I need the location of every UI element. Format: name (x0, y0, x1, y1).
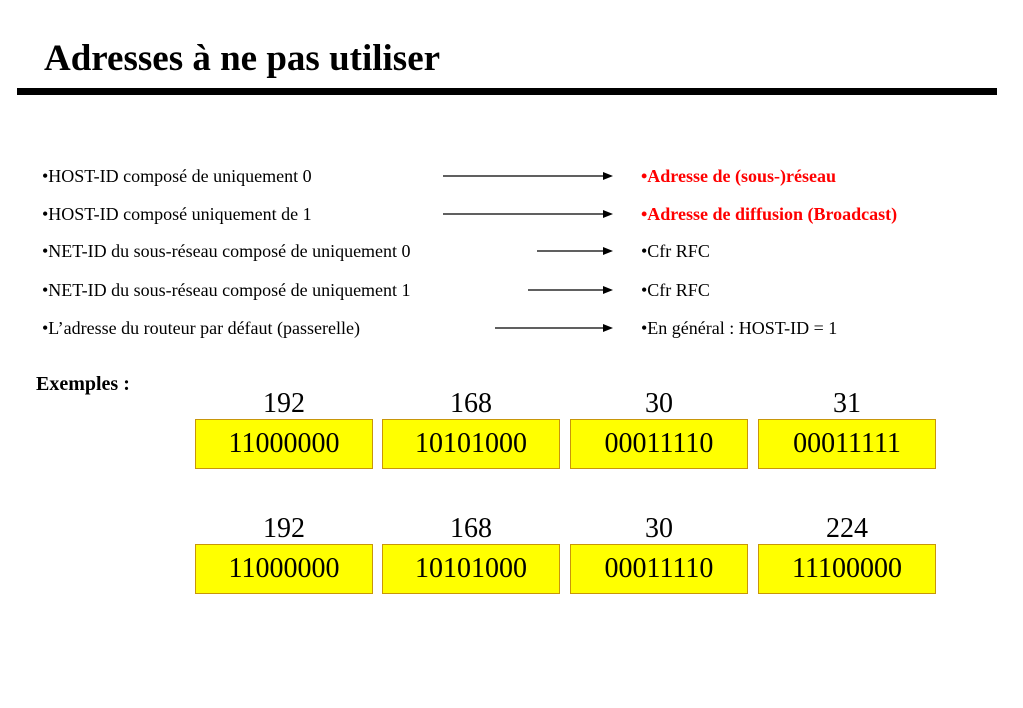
rule-row (0, 199, 1023, 229)
octet-decimal: 31 (833, 388, 861, 419)
rule-condition: •HOST-ID composé de uniquement 0 (42, 166, 312, 186)
page-title: Adresses à ne pas utiliser (44, 38, 441, 79)
rule-condition: •NET-ID du sous-réseau composé de uniquement 1 (42, 280, 411, 300)
octet-binary: 11100000 (758, 544, 936, 594)
title-underline (17, 88, 997, 95)
octet (758, 513, 936, 594)
arrow-right-icon (443, 169, 613, 183)
rule-row (0, 236, 1023, 266)
rule-meaning: •Adresse de (sous-)réseau (641, 166, 836, 186)
octet-decimal: 168 (450, 388, 492, 419)
octet-decimal: 168 (450, 513, 492, 544)
arrow-right-icon (443, 207, 613, 221)
octet-decimal: 30 (645, 388, 673, 419)
octet-binary: 11000000 (195, 419, 373, 469)
octet (195, 513, 373, 594)
arrow-right-icon (537, 244, 613, 258)
rule-meaning: •En général : HOST-ID = 1 (641, 318, 838, 338)
octet (195, 388, 373, 469)
rule-row (0, 275, 1023, 305)
octet-binary: 00011110 (570, 419, 748, 469)
octet-decimal: 224 (826, 513, 868, 544)
octet (570, 513, 748, 594)
rule-meaning: •Adresse de diffusion (Broadcast) (641, 204, 898, 224)
octet-decimal: 30 (645, 513, 673, 544)
rule-meaning: •Cfr RFC (641, 280, 710, 300)
octet (758, 388, 936, 469)
octet-binary: 10101000 (382, 419, 560, 469)
octet (382, 513, 560, 594)
rule-row (0, 161, 1023, 191)
examples-label: Exemples : (36, 373, 130, 395)
octet (570, 388, 748, 469)
rule-condition: •NET-ID du sous-réseau composé de uniquement 0 (42, 241, 411, 261)
rule-row (0, 313, 1023, 343)
octet (382, 388, 560, 469)
octet-binary: 10101000 (382, 544, 560, 594)
arrow-right-icon (528, 283, 613, 297)
arrow-right-icon (495, 321, 613, 335)
octet-decimal: 192 (263, 513, 305, 544)
octet-binary: 11000000 (195, 544, 373, 594)
rule-meaning: •Cfr RFC (641, 241, 710, 261)
octet-binary: 00011111 (758, 419, 936, 469)
octet-decimal: 192 (263, 388, 305, 419)
rule-condition: •L’adresse du routeur par défaut (passerelle) (42, 318, 360, 338)
rule-condition: •HOST-ID composé uniquement de 1 (42, 204, 312, 224)
octet-binary: 00011110 (570, 544, 748, 594)
